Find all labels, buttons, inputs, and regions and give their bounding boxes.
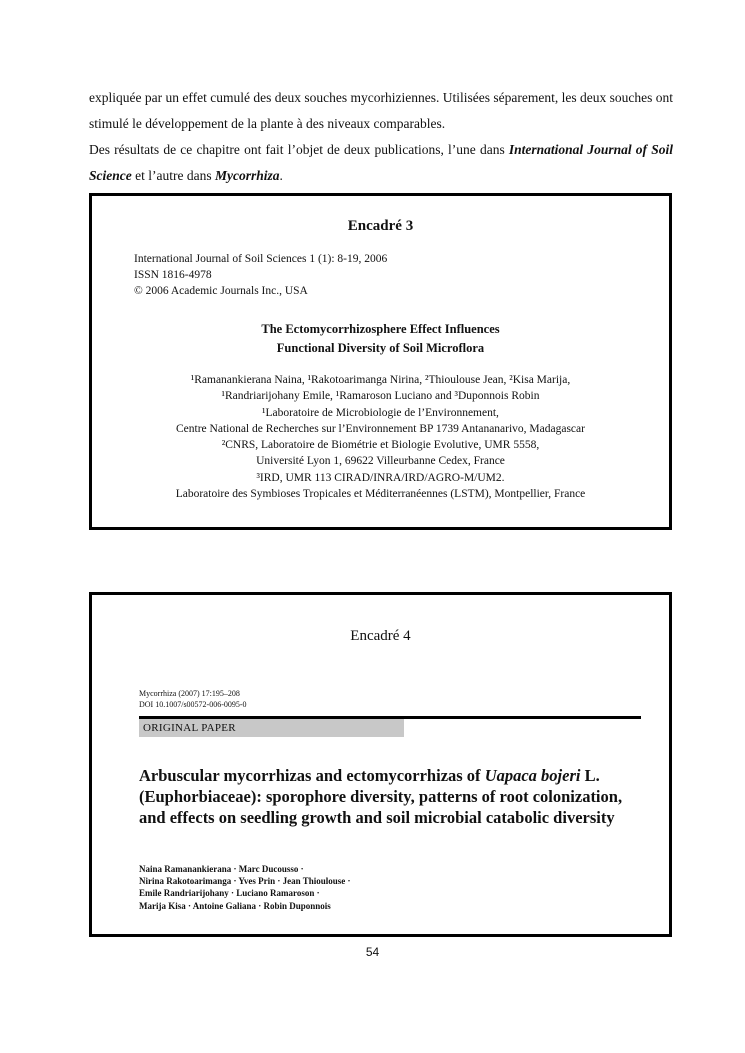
journal-copyright: © 2006 Academic Journals Inc., USA [134, 285, 308, 297]
journal-name-2: Mycorrhiza [214, 168, 280, 183]
article-title-line: The Ectomycorrhizosphere Effect Influences [261, 322, 500, 336]
author-line: Naina Ramanankierana · Marc Ducousso · [139, 864, 304, 874]
journal-name-1: International Journal of Soil Science [89, 142, 673, 183]
journal-meta [139, 688, 247, 710]
article-title-start: Arbuscular mycorrhizas and ectomycorrhizas of [139, 766, 485, 785]
author-line: Marija Kisa · Antoine Galiana · Robin Duponnois [139, 900, 331, 911]
page-number: 54 [365, 945, 380, 959]
body-paragraph [89, 85, 673, 189]
author-line: ¹Randriarijohany Emile, ¹Ramaroson Luciano and ³Duponnois Robin [221, 390, 540, 403]
author-line: Nirina Rakotoarimanga · Yves Prin · Jean Thioulouse · [139, 876, 351, 887]
encadre-3-box [89, 193, 672, 530]
encadre-3-title: Encadré 3 [347, 218, 414, 234]
journal-citation: International Journal of Soil Sciences 1 (1): 8-19, 2006 [134, 253, 388, 265]
affiliation-line: Centre National de Recherches sur l’Environnement BP 1739 Antananarivo, Madagascar [176, 422, 585, 435]
paper-type-tag: ORIGINAL PAPER [139, 719, 404, 737]
species-name: Uapaca bojeri [484, 766, 581, 785]
article-title-rest: L. (Euphorbiaceae): sporophore diversity, patterns of root colonization, and effects on seedling growth and soil microbial catabolic diversity [139, 766, 623, 827]
paragraph-1: expliquée par un effet cumulé des deux souches mycorhiziennes. Utilisées séparement, les deux souches ont stimulé le développement de la plante à des niveaux comparables. [89, 90, 673, 131]
affiliation-line: Université Lyon 1, 69622 Villeurbanne Cedex, France [256, 455, 505, 468]
journal-citation: Mycorrhiza (2007) 17:195–208 [139, 689, 240, 698]
affiliation-line: ³IRD, UMR 113 CIRAD/INRA/IRD/AGRO-M/UM2. [256, 471, 505, 484]
paragraph-2 [89, 137, 673, 189]
journal-meta [134, 251, 387, 299]
affiliation-line: ²CNRS, Laboratoire de Biométrie et Biologie Evolutive, UMR 5558, [221, 439, 540, 452]
article-title [92, 320, 669, 358]
author-line: ¹Ramanankierana Naina, ¹Rakotoarimanga Nirina, ²Thioulouse Jean, ²Kisa Marija, [190, 374, 571, 386]
affiliation-line: ¹Laboratoire de Microbiologie de l’Environnement, [262, 406, 499, 419]
paragraph-2-mid: et l’autre dans [131, 168, 215, 183]
article-title-line: Functional Diversity of Soil Microflora [276, 341, 485, 355]
journal-issn: ISSN 1816-4978 [134, 269, 212, 281]
authors-list [139, 863, 351, 912]
affiliation-line: Laboratoire des Symbioses Tropicales et Méditerranéennes (LSTM), Montpellier, France [175, 488, 586, 501]
encadre-4-box [89, 592, 672, 937]
author-line: Emile Randriarijohany · Luciano Ramaroson · [139, 888, 320, 899]
journal-doi: DOI 10.1007/s00572-006-0095-0 [139, 700, 247, 709]
article-title [139, 765, 649, 828]
authors-affiliations [92, 372, 669, 502]
encadre-4-title: Encadré 4 [350, 628, 411, 644]
paragraph-2-start: Des résultats de ce chapitre ont fait l’objet de deux publications, l’une dans [89, 142, 509, 157]
paragraph-2-end: . [279, 168, 283, 183]
